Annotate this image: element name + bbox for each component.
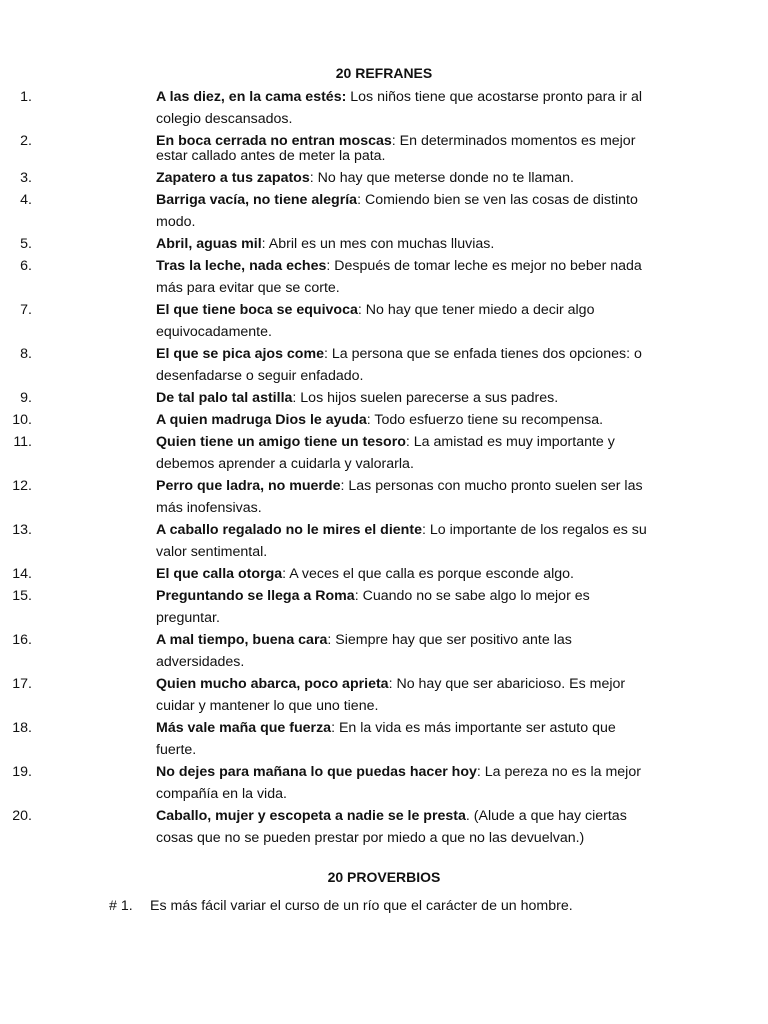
refran-meaning: : Después de tomar leche es mejor no beber nada más para evitar que se corte. xyxy=(156,258,642,296)
item-number: 9. xyxy=(20,390,32,406)
item-number: 8. xyxy=(20,346,32,362)
refran-term: Perro que ladra, no muerde xyxy=(156,478,341,494)
list-item xyxy=(0,387,650,409)
list-item xyxy=(0,519,650,563)
refran-term: Quien tiene un amigo tiene un tesoro xyxy=(156,434,406,450)
list-item xyxy=(0,233,650,255)
refran-term: A quien madruga Dios le ayuda xyxy=(156,412,367,428)
refran-term: En boca cerrada no entran moscas xyxy=(156,133,392,149)
item-number: 17. xyxy=(12,676,32,692)
refran-meaning: : Los hijos suelen parecerse a sus padres. xyxy=(292,390,559,406)
list-item xyxy=(0,673,650,717)
refran-meaning: : La pereza no es la mejor compañía en la vida. xyxy=(156,764,641,802)
list-item xyxy=(0,805,650,849)
refran-meaning: : Abril es un mes con muchas lluvias. xyxy=(261,236,495,252)
refran-meaning: : La persona que se enfada tienes dos opciones: o desenfadarse o seguir enfadado. xyxy=(156,346,642,384)
refran-meaning: : Todo esfuerzo tiene su recompensa. xyxy=(366,412,604,428)
refran-meaning: : No hay que ser abaricioso. Es mejor cuidar y mantener lo que uno tiene. xyxy=(156,676,626,714)
item-number: 18. xyxy=(12,720,32,736)
refran-term: Barriga vacía, no tiene alegría xyxy=(156,192,358,208)
list-item xyxy=(0,717,650,761)
list-item xyxy=(0,130,650,167)
refran-term: Zapatero a tus zapatos xyxy=(156,170,310,186)
item-number: 2. xyxy=(20,133,32,149)
refran-meaning: . (Alude a que hay ciertas cosas que no se pueden prestar por miedo a que no las devuelvan.) xyxy=(156,808,627,846)
refran-meaning: : En determinados momentos es mejor estar callado antes de meter la pata. xyxy=(156,133,636,164)
refran-meaning: : Comiendo bien se ven las cosas de distinto modo. xyxy=(156,192,638,230)
refranes-list xyxy=(0,86,768,849)
refran-term: A caballo regalado no le mires el diente xyxy=(156,522,422,538)
list-item xyxy=(0,629,650,673)
refran-meaning: : En la vida es más importante ser astuto que fuerte. xyxy=(156,720,616,758)
item-number: 12. xyxy=(12,478,32,494)
refran-term: A las diez, en la cama estés: xyxy=(156,89,347,105)
item-number: 10. xyxy=(12,412,32,428)
item-number: 11. xyxy=(13,434,32,450)
list-item xyxy=(0,189,650,233)
item-number: 20. xyxy=(12,808,32,824)
refran-term: A mal tiempo, buena cara xyxy=(156,632,328,648)
item-number: 1. xyxy=(20,89,32,105)
item-number: 14. xyxy=(12,566,32,582)
proverb-text: Es más fácil variar el curso de un río que el carácter de un hombre. xyxy=(150,898,573,914)
proverbios-title: 20 PROVERBIOS xyxy=(327,869,441,885)
refran-term: Preguntando se llega a Roma xyxy=(156,588,355,604)
list-item xyxy=(0,585,650,629)
refran-meaning: : A veces el que calla es porque esconde algo. xyxy=(282,566,574,582)
refran-meaning: : Las personas con mucho pronto suelen ser las más inofensivas. xyxy=(156,478,643,516)
list-item xyxy=(0,167,650,189)
item-number: 15. xyxy=(12,588,32,604)
item-number: 7. xyxy=(20,302,32,318)
list-item xyxy=(0,475,650,519)
list-item xyxy=(0,86,650,130)
refran-meaning: : La amistad es muy importante y debemos aprender a cuidarla y valorarla. xyxy=(156,434,615,472)
item-number: 19. xyxy=(12,764,32,780)
refranes-title: 20 REFRANES xyxy=(335,65,433,81)
refran-meaning: : Siempre hay que ser positivo ante las adversidades. xyxy=(156,632,572,670)
item-number: 4. xyxy=(20,192,32,208)
proverb-number: # 1. xyxy=(109,898,133,914)
refran-term: El que tiene boca se equivoca xyxy=(156,302,358,318)
refran-term: Quien mucho abarca, poco aprieta xyxy=(156,676,389,692)
refran-term: De tal palo tal astilla xyxy=(156,390,293,406)
refran-term: Más vale maña que fuerza xyxy=(156,720,332,736)
item-number: 5. xyxy=(20,236,32,252)
list-item xyxy=(0,343,650,387)
list-item xyxy=(0,431,650,475)
refran-term: Abril, aguas mil xyxy=(156,236,262,252)
list-item xyxy=(0,761,650,805)
refran-term: Caballo, mujer y escopeta a nadie se le presta xyxy=(156,808,466,824)
refran-meaning: : No hay que tener miedo a decir algo equivocadamente. xyxy=(156,302,595,340)
list-item xyxy=(0,299,650,343)
refran-term: Tras la leche, nada eches xyxy=(156,258,327,274)
refran-meaning: Los niños tiene que acostarse pronto para ir al colegio descansados. xyxy=(156,89,643,127)
list-item xyxy=(0,409,650,431)
refran-term: No dejes para mañana lo que puedas hacer hoy xyxy=(156,764,477,780)
item-number: 16. xyxy=(12,632,32,648)
list-item xyxy=(0,563,650,585)
refran-meaning: : Cuando no se sabe algo lo mejor es preguntar. xyxy=(156,588,590,626)
refran-meaning: : Lo importante de los regalos es su valor sentimental. xyxy=(156,522,647,560)
refran-meaning: : No hay que meterse donde no te llaman. xyxy=(309,170,574,186)
list-item xyxy=(0,255,650,299)
refran-term: El que calla otorga xyxy=(156,566,283,582)
item-number: 6. xyxy=(20,258,32,274)
item-number: 3. xyxy=(20,170,32,186)
refran-term: El que se pica ajos come xyxy=(156,346,324,362)
item-number: 13. xyxy=(12,522,32,538)
